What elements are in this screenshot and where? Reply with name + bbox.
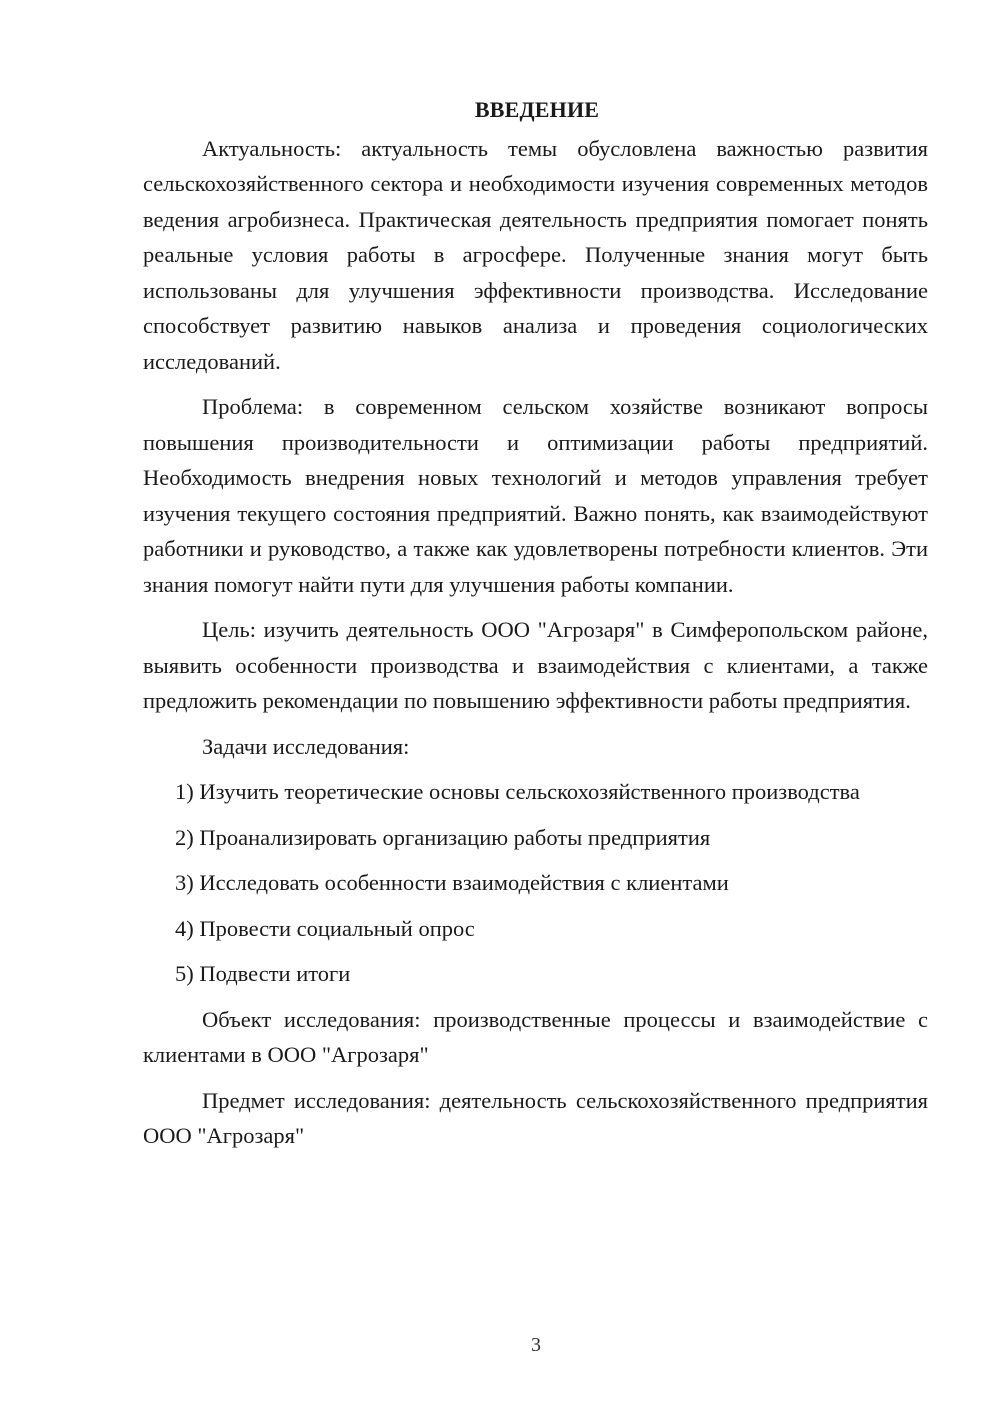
- tasks-list: [143, 774, 928, 992]
- section-heading: ВВЕДЕНИЕ: [474, 97, 600, 122]
- page-number: 3: [531, 1334, 541, 1356]
- task-item: 2) Проанализировать организацию работы предприятия: [175, 824, 711, 850]
- problem-paragraph: Проблема: в современном сельском хозяйстве возникают вопросы повышения производительности и оптимизации работы предприятий. Необходимость внедрения новых технологий и методов управления требует изучения текущего состояния предприятий. Важно понять, как взаимодействуют работники и руководство, а также как удовлетворены потребности клиентов. Эти знания помогут найти пути для улучшения работы компании.: [143, 394, 928, 597]
- tasks-title: Задачи исследования:: [202, 733, 410, 759]
- subject-paragraph: Предмет исследования: деятельность сельскохозяйственного предприятия ООО "Агрозаря": [143, 1087, 928, 1148]
- task-item: 3) Исследовать особенности взаимодействия с клиентами: [175, 870, 729, 895]
- relevance-paragraph: Актуальность: актуальность темы обусловлена важностью развития сельскохозяйственного сектора и необходимости изучения современных методов ведения агробизнеса. Практическая деятельность предприятия помогает понять реальные условия работы в агросфере. Полученные знания могут быть использованы для улучшения эффективности производства. Исследование способствует развитию навыков анализа и проведения социологических исследований.: [143, 135, 928, 374]
- document-page: [143, 92, 928, 1164]
- object-paragraph: Объект исследования: производственные процессы и взаимодействие с клиентами в ООО "Агрозаря": [143, 1006, 928, 1067]
- task-item: 4) Провести социальный опрос: [175, 915, 475, 941]
- goal-paragraph: Цель: изучить деятельность ООО "Агрозаря" в Симферопольском районе, выявить особенности производства и взаимодействия с клиентами, а также предложить рекомендации по повышению эффективности работы предприятия.: [143, 617, 928, 713]
- task-item: 5) Подвести итоги: [175, 961, 351, 986]
- task-item: 1) Изучить теоретические основы сельскохозяйственного производства: [175, 779, 860, 804]
